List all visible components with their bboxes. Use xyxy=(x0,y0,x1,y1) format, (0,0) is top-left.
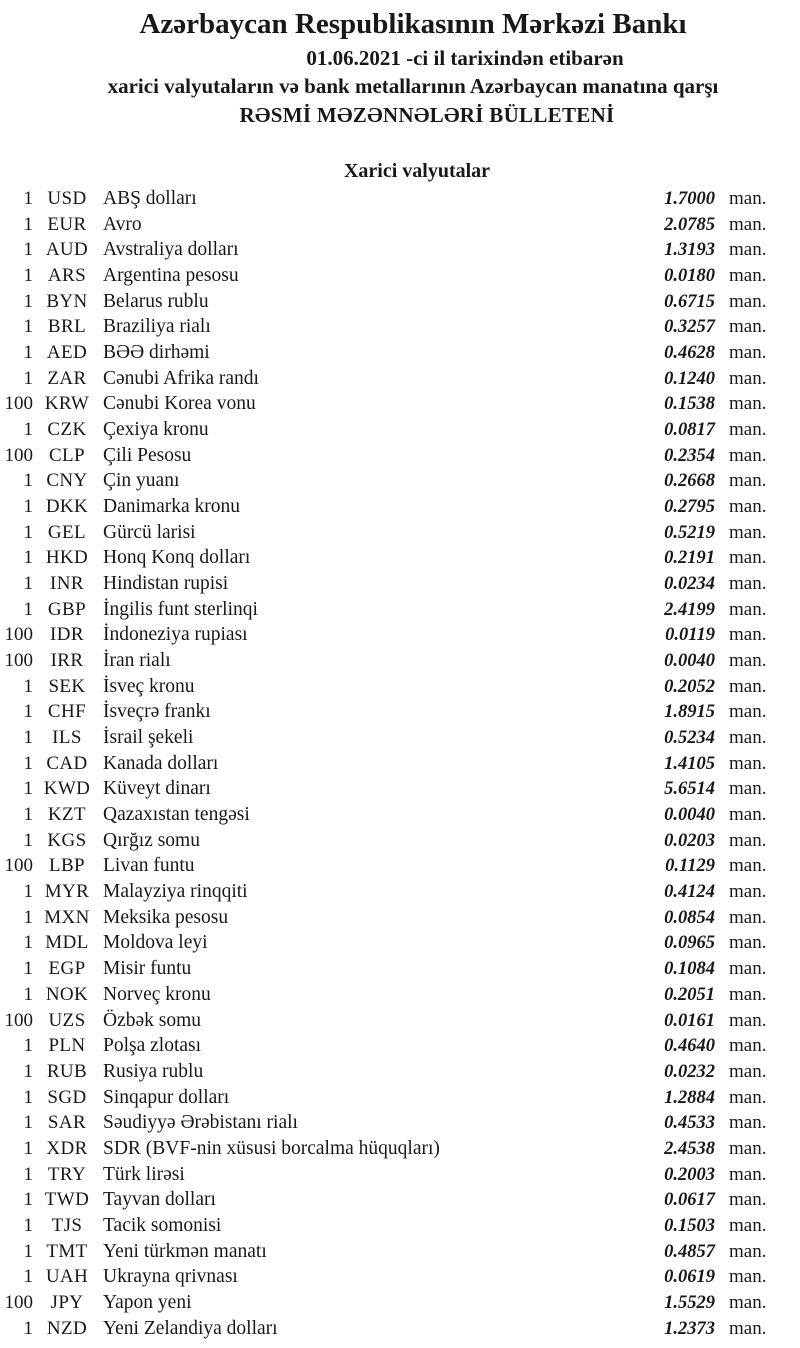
exchange-rate-value: 0.1503 xyxy=(664,1215,715,1236)
currency-code: XDR xyxy=(46,1137,88,1159)
currency-name: Cənubi Korea vonu xyxy=(103,393,256,415)
currency-code: CNY xyxy=(46,470,88,492)
table-row xyxy=(0,1008,800,1034)
currency-name: Braziliya rialı xyxy=(103,316,211,338)
quantity-value: 1 xyxy=(23,573,33,595)
exchange-rate-value: 0.2052 xyxy=(664,676,715,697)
exchange-rate-value: 1.2884 xyxy=(664,1087,715,1108)
quantity-value: 100 xyxy=(4,1291,33,1313)
exchange-rate-value: 1.3193 xyxy=(664,240,715,261)
exchange-rate-value: 0.4124 xyxy=(664,882,715,903)
unit-label: man. xyxy=(729,1189,767,1211)
exchange-rate-value: 2.4199 xyxy=(664,599,715,620)
currency-name: Tayvan dolları xyxy=(103,1189,216,1211)
unit-label: man. xyxy=(729,1163,767,1185)
currency-code: UZS xyxy=(48,1009,86,1031)
quantity-value: 1 xyxy=(23,213,33,235)
exchange-rate-value: 0.0234 xyxy=(664,574,715,595)
currency-name: Tacik somonisi xyxy=(103,1214,222,1236)
quantity-value: 1 xyxy=(23,1163,33,1185)
table-row xyxy=(0,853,800,879)
currency-name: İndoneziya rupiası xyxy=(103,624,248,646)
quantity-value: 100 xyxy=(4,650,33,672)
rates-table xyxy=(0,186,800,1341)
currency-code: TRY xyxy=(47,1163,87,1185)
table-row xyxy=(0,674,800,700)
quantity-value: 1 xyxy=(23,958,33,980)
table-row xyxy=(0,314,800,340)
exchange-rate-value: 0.2668 xyxy=(664,471,715,492)
currency-code: JPY xyxy=(50,1291,84,1313)
table-row xyxy=(0,597,800,623)
exchange-rate-value: 0.5234 xyxy=(664,728,715,749)
exchange-rate-value: 0.1240 xyxy=(664,368,715,389)
quantity-value: 1 xyxy=(23,316,33,338)
unit-label: man. xyxy=(729,1266,767,1288)
unit-label: man. xyxy=(729,316,767,338)
table-row xyxy=(0,391,800,417)
currency-code: RUB xyxy=(46,1060,88,1082)
currency-code: NZD xyxy=(46,1317,88,1339)
unit-label: man. xyxy=(729,701,767,723)
quantity-value: 1 xyxy=(23,752,33,774)
quantity-value: 100 xyxy=(4,393,33,415)
exchange-rate-value: 0.0161 xyxy=(664,1010,715,1031)
currency-code: INR xyxy=(50,573,84,595)
unit-label: man. xyxy=(729,932,767,954)
unit-label: man. xyxy=(729,188,767,209)
currency-name: Livan funtu xyxy=(103,855,195,877)
table-row xyxy=(0,956,800,982)
unit-label: man. xyxy=(729,393,767,415)
table-row xyxy=(0,1033,800,1059)
currency-name: Malayziya rinqqiti xyxy=(103,881,248,903)
table-row xyxy=(0,879,800,905)
table-row xyxy=(0,622,800,648)
quantity-value: 1 xyxy=(23,419,33,441)
exchange-rate-value: 2.0785 xyxy=(664,214,715,235)
unit-label: man. xyxy=(729,496,767,518)
exchange-rate-value: 0.0817 xyxy=(664,420,715,441)
table-row xyxy=(0,1187,800,1213)
currency-name: Polşa zlotası xyxy=(103,1035,202,1057)
unit-label: man. xyxy=(729,521,767,543)
exchange-rate-value: 0.0619 xyxy=(664,1267,715,1288)
exchange-rate-value: 0.4857 xyxy=(664,1241,715,1262)
exchange-rate-value: 0.0232 xyxy=(664,1061,715,1082)
currency-name: Gürcü larisi xyxy=(103,521,196,543)
unit-label: man. xyxy=(729,983,767,1005)
quantity-value: 1 xyxy=(23,496,33,518)
exchange-rate-value: 0.4533 xyxy=(664,1113,715,1134)
unit-label: man. xyxy=(729,573,767,595)
exchange-rate-value: 1.7000 xyxy=(664,189,715,209)
currency-code: BYN xyxy=(46,290,88,312)
currency-name: ABŞ dolları xyxy=(103,188,197,209)
table-row xyxy=(0,1316,800,1342)
table-row xyxy=(0,237,800,263)
table-row xyxy=(0,1059,800,1085)
quantity-value: 1 xyxy=(23,1112,33,1134)
quantity-value: 1 xyxy=(23,829,33,851)
unit-label: man. xyxy=(729,1317,767,1339)
quantity-value: 1 xyxy=(23,265,33,287)
quantity-value: 1 xyxy=(23,290,33,312)
currency-name: Yeni Zelandiya dolları xyxy=(103,1317,278,1339)
unit-label: man. xyxy=(729,829,767,851)
table-row xyxy=(0,366,800,392)
currency-code: GBP xyxy=(47,598,87,620)
unit-label: man. xyxy=(729,444,767,466)
currency-code: SEK xyxy=(48,675,86,697)
exchange-rate-value: 0.2795 xyxy=(664,497,715,518)
quantity-value: 1 xyxy=(23,521,33,543)
currency-code: TJS xyxy=(51,1214,83,1236)
currency-name: İsrail şekeli xyxy=(103,727,194,749)
quantity-value: 1 xyxy=(23,1240,33,1262)
table-row xyxy=(0,468,800,494)
table-row xyxy=(0,699,800,725)
unit-label: man. xyxy=(729,804,767,826)
unit-label: man. xyxy=(729,1240,767,1262)
currency-name: Honq Konq dolları xyxy=(103,547,251,569)
exchange-rate-value: 5.6514 xyxy=(664,779,715,800)
table-row xyxy=(0,751,800,777)
currency-code: ILS xyxy=(52,727,82,749)
quantity-value: 1 xyxy=(23,1086,33,1108)
exchange-rate-value: 2.4538 xyxy=(664,1138,715,1159)
exchange-rate-value: 0.0180 xyxy=(664,266,715,287)
unit-label: man. xyxy=(729,778,767,800)
currency-code: MXN xyxy=(44,906,90,928)
exchange-rate-value: 0.2354 xyxy=(664,445,715,466)
currency-code: DKK xyxy=(45,496,89,518)
table-row xyxy=(0,417,800,443)
table-row xyxy=(0,1239,800,1265)
quantity-value: 1 xyxy=(23,906,33,928)
exchange-rate-value: 0.1129 xyxy=(665,856,715,877)
exchange-rate-value: 0.4628 xyxy=(664,343,715,364)
currency-name: Çexiya kronu xyxy=(103,419,209,441)
unit-label: man. xyxy=(729,367,767,389)
table-row xyxy=(0,776,800,802)
currency-code: CAD xyxy=(46,752,88,774)
unit-label: man. xyxy=(729,598,767,620)
table-row xyxy=(0,1264,800,1290)
exchange-rate-value: 0.3257 xyxy=(664,317,715,338)
currency-code: KWD xyxy=(43,778,91,800)
currency-name: BƏƏ dirhəmi xyxy=(103,342,210,364)
currency-name: Küveyt dinarı xyxy=(103,778,211,800)
exchange-rate-value: 0.0040 xyxy=(664,805,715,826)
table-row xyxy=(0,494,800,520)
unit-label: man. xyxy=(729,470,767,492)
unit-label: man. xyxy=(729,881,767,903)
table-row xyxy=(0,1213,800,1239)
currency-code: IRR xyxy=(50,650,84,672)
unit-label: man. xyxy=(729,1086,767,1108)
currency-name: Çili Pesosu xyxy=(103,444,192,466)
unit-label: man. xyxy=(729,752,767,774)
unit-label: man. xyxy=(729,239,767,261)
currency-name: Türk lirəsi xyxy=(103,1163,185,1185)
exchange-rate-value: 0.0119 xyxy=(665,625,715,646)
quantity-value: 1 xyxy=(23,932,33,954)
quantity-value: 1 xyxy=(23,470,33,492)
table-row xyxy=(0,905,800,931)
quantity-value: 100 xyxy=(4,444,33,466)
quantity-value: 100 xyxy=(4,855,33,877)
unit-label: man. xyxy=(729,419,767,441)
currency-code: BRL xyxy=(47,316,87,338)
currency-code: KGS xyxy=(47,829,87,851)
exchange-rate-value: 0.2003 xyxy=(664,1164,715,1185)
exchange-rate-value: 1.8915 xyxy=(664,702,715,723)
currency-name: Avstraliya dolları xyxy=(103,239,239,261)
exchange-rate-value: 0.0040 xyxy=(664,651,715,672)
currency-name: Kanada dolları xyxy=(103,752,219,774)
currency-name: Misir funtu xyxy=(103,958,192,980)
bulletin-heading: RƏSMİ MƏZƏNNƏLƏRİ BÜLLETENİ xyxy=(239,103,615,127)
quantity-value: 1 xyxy=(23,367,33,389)
currency-name: Rusiya rublu xyxy=(103,1060,204,1082)
currency-code: EGP xyxy=(48,958,86,980)
exchange-rate-value: 0.2051 xyxy=(664,984,715,1005)
quantity-value: 100 xyxy=(4,624,33,646)
currency-code: CLP xyxy=(48,444,86,466)
quantity-value: 1 xyxy=(23,1035,33,1057)
exchange-rate-value: 0.1084 xyxy=(664,959,715,980)
exchange-rate-value: 0.1538 xyxy=(664,394,715,415)
currency-name: SDR (BVF-nin xüsusi borcalma hüquqları) xyxy=(103,1137,440,1159)
unit-label: man. xyxy=(729,650,767,672)
exchange-rate-value: 0.0965 xyxy=(664,933,715,954)
table-row xyxy=(0,1136,800,1162)
currency-code: CZK xyxy=(47,419,87,441)
table-row xyxy=(0,263,800,289)
currency-code: EUR xyxy=(47,213,87,235)
unit-label: man. xyxy=(729,1112,767,1134)
quantity-value: 1 xyxy=(23,727,33,749)
quantity-value: 1 xyxy=(23,239,33,261)
currency-name: Moldova leyi xyxy=(103,932,208,954)
exchange-rate-value: 1.4105 xyxy=(664,753,715,774)
currency-code: SGD xyxy=(47,1086,87,1108)
currency-name: Norveç kronu xyxy=(103,983,211,1005)
quantity-value: 100 xyxy=(4,1009,33,1031)
quantity-value: 1 xyxy=(23,675,33,697)
quantity-value: 1 xyxy=(23,1137,33,1159)
table-row xyxy=(0,982,800,1008)
unit-label: man. xyxy=(729,547,767,569)
currency-code: TMT xyxy=(46,1240,88,1262)
currency-code: CHF xyxy=(47,701,87,723)
currency-name: Avro xyxy=(103,213,142,235)
currency-name: Sinqapur dolları xyxy=(103,1086,230,1108)
currency-name: Danimarka kronu xyxy=(103,496,240,518)
currency-code: ARS xyxy=(47,265,87,287)
unit-label: man. xyxy=(729,265,767,287)
currency-name: Özbək somu xyxy=(103,1009,202,1031)
quantity-value: 1 xyxy=(23,1060,33,1082)
currency-code: IDR xyxy=(50,624,84,646)
quantity-value: 1 xyxy=(23,547,33,569)
quantity-value: 1 xyxy=(23,881,33,903)
table-row xyxy=(0,1162,800,1188)
currency-code: TWD xyxy=(44,1189,90,1211)
currency-name: Argentina pesosu xyxy=(103,265,239,287)
table-row xyxy=(0,545,800,571)
currency-code: KZT xyxy=(47,804,87,826)
table-row xyxy=(0,802,800,828)
currency-code: SAR xyxy=(47,1112,87,1134)
section-title-foreign-currencies: Xarici valyutalar xyxy=(343,160,491,182)
table-row xyxy=(0,1085,800,1111)
currency-name: Yapon yeni xyxy=(103,1291,192,1313)
table-row xyxy=(0,340,800,366)
table-row xyxy=(0,212,800,238)
currency-code: HKD xyxy=(45,547,89,569)
currency-name: İsveçrə frankı xyxy=(103,701,211,723)
table-row xyxy=(0,648,800,674)
quantity-value: 1 xyxy=(23,1189,33,1211)
currency-name: İsveç kronu xyxy=(103,675,195,697)
unit-label: man. xyxy=(729,675,767,697)
exchange-rate-value: 0.6715 xyxy=(664,291,715,312)
exchange-rate-value: 1.5529 xyxy=(664,1292,715,1313)
unit-label: man. xyxy=(729,1137,767,1159)
bank-title: Azərbaycan Respublikasının Mərkəzi Bankı xyxy=(139,8,687,40)
exchange-rate-value: 0.4640 xyxy=(664,1036,715,1057)
unit-label: man. xyxy=(729,906,767,928)
currency-name: Cənubi Afrika randı xyxy=(103,367,259,389)
quantity-value: 1 xyxy=(23,804,33,826)
quantity-value: 1 xyxy=(23,1317,33,1339)
table-row xyxy=(0,725,800,751)
table-row xyxy=(0,186,800,212)
unit-label: man. xyxy=(729,1291,767,1313)
unit-label: man. xyxy=(729,1060,767,1082)
currency-code: KRW xyxy=(44,393,90,415)
unit-label: man. xyxy=(729,727,767,749)
currency-code: ZAR xyxy=(47,367,87,389)
currency-name: Çin yuanı xyxy=(103,470,180,492)
quantity-value: 1 xyxy=(23,188,33,209)
table-row xyxy=(0,930,800,956)
unit-label: man. xyxy=(729,1035,767,1057)
currency-name: Qazaxıstan tengəsi xyxy=(103,804,250,826)
quantity-value: 1 xyxy=(23,598,33,620)
table-row xyxy=(0,289,800,315)
currency-code: NOK xyxy=(45,983,89,1005)
exchange-rate-value: 0.0854 xyxy=(664,907,715,928)
currency-name: Yeni türkmən manatı xyxy=(103,1240,267,1262)
quantity-value: 1 xyxy=(23,1266,33,1288)
currency-code: AUD xyxy=(45,239,89,261)
exchange-rate-value: 1.2373 xyxy=(664,1318,715,1339)
exchange-rate-value: 0.0203 xyxy=(664,830,715,851)
unit-label: man. xyxy=(729,855,767,877)
quantity-value: 1 xyxy=(23,1214,33,1236)
currency-name: Meksika pesosu xyxy=(103,906,229,928)
quantity-value: 1 xyxy=(23,778,33,800)
effective-date-line: 01.06.2021 -ci il tarixindən etibarən xyxy=(306,46,624,70)
table-row xyxy=(0,1290,800,1316)
currency-code: MDL xyxy=(45,932,89,954)
table-row xyxy=(0,443,800,469)
currency-code: MYR xyxy=(44,881,90,903)
table-row xyxy=(0,520,800,546)
unit-label: man. xyxy=(729,290,767,312)
exchange-rate-value: 0.5219 xyxy=(664,522,715,543)
unit-label: man. xyxy=(729,958,767,980)
currency-code: PLN xyxy=(48,1035,86,1057)
unit-label: man. xyxy=(729,213,767,235)
unit-label: man. xyxy=(729,624,767,646)
currency-code: AED xyxy=(46,342,88,364)
table-row xyxy=(0,571,800,597)
quantity-value: 1 xyxy=(23,983,33,1005)
currency-code: LBP xyxy=(48,855,86,877)
currency-name: Belarus rublu xyxy=(103,290,209,312)
quantity-value: 1 xyxy=(23,701,33,723)
unit-label: man. xyxy=(729,1009,767,1031)
currency-code: GEL xyxy=(47,521,87,543)
currency-name: Hindistan rupisi xyxy=(103,573,229,595)
quantity-value: 1 xyxy=(23,342,33,364)
bulletin-subtitle: xarici valyutaların və bank metallarının Azərbaycan manatına qarşı xyxy=(107,74,719,98)
table-row xyxy=(0,1110,800,1136)
currency-name: Ukrayna qrivnası xyxy=(103,1266,238,1288)
currency-name: İngilis funt sterlinqi xyxy=(103,598,258,620)
exchange-rate-value: 0.2191 xyxy=(664,548,715,569)
currency-name: İran rialı xyxy=(103,650,171,672)
unit-label: man. xyxy=(729,342,767,364)
currency-name: Səudiyyə Ərəbistanı rialı xyxy=(103,1112,298,1134)
currency-code: USD xyxy=(47,188,87,209)
exchange-rate-value: 0.0617 xyxy=(664,1190,715,1211)
table-row xyxy=(0,828,800,854)
currency-code: UAH xyxy=(45,1266,89,1288)
unit-label: man. xyxy=(729,1214,767,1236)
currency-name: Qırğız somu xyxy=(103,829,200,851)
